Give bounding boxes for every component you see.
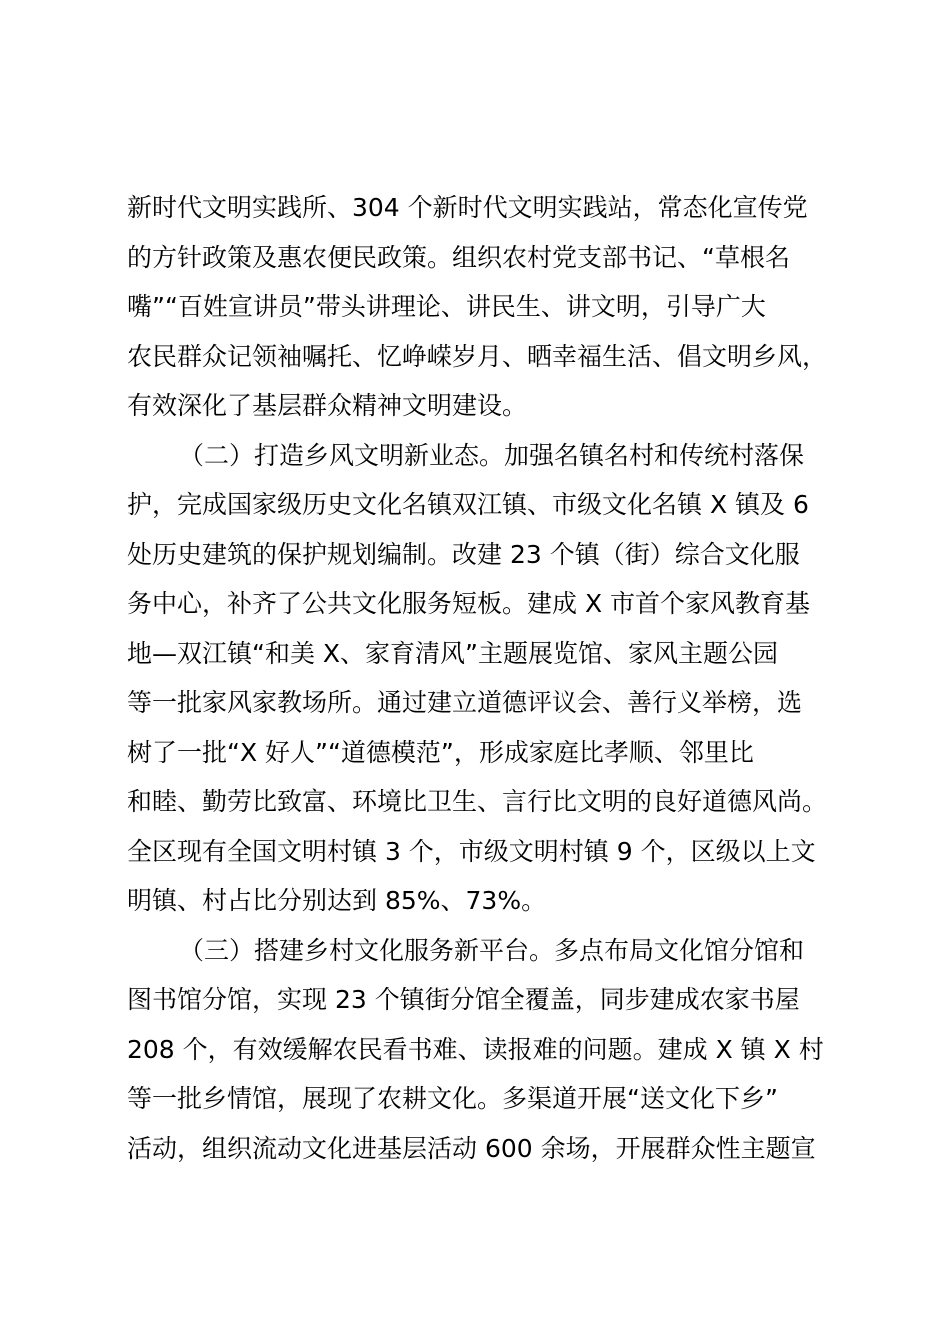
text-line: 等一批乡情馆，展现了农耕文化。多渠道开展“送文化下乡” (127, 1084, 778, 1113)
text-line: 嘴”“百姓宣讲员”带头讲理论、讲民生、讲文明，引导广大 (127, 292, 766, 321)
text-line: 的方针政策及惠农便民政策。组织农村党支部书记、“草根名 (127, 242, 790, 272)
text-line: 处历史建筑的保护规划编制。改建 23 个镇（街）综合文化服 (127, 539, 800, 569)
text-line: 明镇、村占比分别达到 85%、73%。 (127, 886, 547, 915)
text-line: 农民群众记领袖嘱托、忆峥嵘岁月、晒幸福生活、倡文明乡风， (127, 341, 828, 371)
paragraph-start-line: （三）搭建乡村文化服务新平台。多点布局文化馆分馆和 (179, 935, 805, 965)
text-line: 有效深化了基层群众精神文明建设。 (127, 391, 528, 420)
text-line: 护，完成国家级历史文化名镇双江镇、市级文化名镇 X 镇及 6 (127, 490, 809, 519)
text-line: 地—双江镇“和美 X、家育清风”主题展览馆、家风主题公园 (127, 638, 778, 668)
text-line: 新时代文明实践所、304 个新时代文明实践站，常态化宣传党 (127, 193, 808, 222)
text-line: 图书馆分馆，实现 23 个镇街分馆全覆盖，同步建成农家书屋 (127, 985, 800, 1014)
text-line: 208 个，有效缓解农民看书难、读报难的问题。建成 X 镇 X 村 (127, 1034, 824, 1064)
paragraph-start-line: （二）打造乡风文明新业态。加强名镇名村和传统村落保 (179, 440, 805, 470)
text-line: 全区现有全国文明村镇 3 个，市级文明村镇 9 个，区级以上文 (127, 836, 816, 866)
text-line: 树了一批“X 好人”“道德模范”，形成家庭比孝顺、邻里比 (127, 737, 754, 767)
text-line: 活动，组织流动文化进基层活动 600 余场，开展群众性主题宣 (127, 1133, 816, 1163)
body-text (127, 183, 867, 1173)
text-line: 等一批家风家教场所。通过建立道德评议会、善行义举榜，选 (127, 688, 803, 717)
text-line: 和睦、勤劳比致富、环境比卫生、言行比文明的良好道德风尚。 (127, 787, 828, 816)
text-line: 务中心，补齐了公共文化服务短板。建成 X 市首个家风教育基 (127, 589, 811, 618)
